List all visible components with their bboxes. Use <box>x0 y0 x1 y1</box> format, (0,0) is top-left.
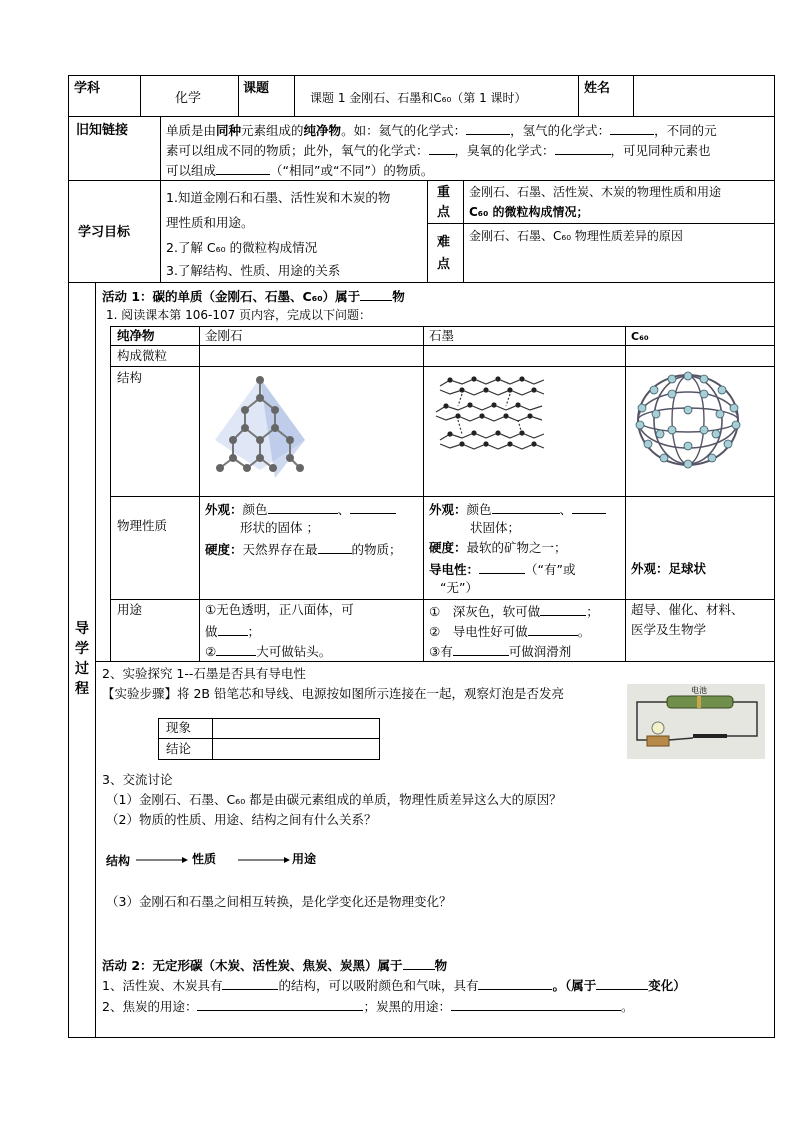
fill-blank[interactable] <box>403 958 435 970</box>
grid-line <box>427 223 775 224</box>
graphite-physical-line-5: “无”） <box>440 580 478 595</box>
goals-label: 学习目标 <box>78 225 131 240</box>
graphite-physical-line-4: 导电性： （“有”或 <box>429 562 576 577</box>
fill-blank[interactable] <box>466 123 510 135</box>
fill-blank[interactable] <box>479 562 525 574</box>
activity1-title: 活动 1：碳的单质（金刚石、石墨、C₆₀）属于 物 <box>102 289 405 304</box>
c60-use-line-1: 超导、催化、材料、 <box>631 602 744 617</box>
read-instruction: 1. 阅读课本第 106-107 页内容，完成以下问题： <box>106 308 372 322</box>
row-label-particle: 构成微粒 <box>117 348 168 363</box>
result-phenomenon-field[interactable] <box>214 720 378 737</box>
diamond-physical-line-3: 硬度：天然界存在最 的物质； <box>205 542 402 557</box>
grid-line <box>110 599 775 600</box>
row-label-use: 用途 <box>117 602 143 617</box>
graphite-physical-line-3: 硬度：最软的矿物之一； <box>429 540 567 555</box>
grid-line <box>158 759 380 760</box>
grid-line <box>95 282 96 1038</box>
fill-blank[interactable] <box>350 502 396 514</box>
fill-blank[interactable] <box>540 604 586 616</box>
flow-use: 用途 <box>292 852 317 866</box>
experiment-step: 【实验步骤】将 2B 铅笔芯和导线、电源按如图所示连接在一起，观察灯泡是否发亮 <box>102 686 564 701</box>
grid-line <box>238 75 239 117</box>
fill-blank[interactable] <box>429 143 455 155</box>
key-point-label-2: 点 <box>437 205 451 220</box>
grid-line <box>625 326 626 662</box>
grid-line <box>110 496 775 497</box>
fill-blank[interactable] <box>453 644 509 656</box>
fill-blank[interactable] <box>478 978 552 990</box>
diamond-use-line-1: ①无色透明，正八面体，可 <box>205 602 354 617</box>
process-label-char: 过 <box>75 661 89 677</box>
grid-line <box>110 345 775 346</box>
activity2-title: 活动 2：无定形碳（木炭、活性炭、焦炭、炭黑）属于 物 <box>102 958 448 973</box>
fill-blank[interactable] <box>596 978 648 990</box>
grid-line <box>294 75 295 117</box>
grid-line <box>633 75 634 117</box>
graphite-structure-image <box>432 372 552 467</box>
grid-line <box>160 180 161 283</box>
fill-blank[interactable] <box>610 123 654 135</box>
col-header-substance: 纯净物 <box>117 328 155 343</box>
discussion-title: 3、交流讨论 <box>102 772 173 787</box>
fill-blank[interactable] <box>268 502 338 514</box>
fill-blank[interactable] <box>492 502 560 514</box>
graphite-physical-line-1: 外观：颜色 、 <box>429 502 606 517</box>
c60-use-line-2: 医学及生物学 <box>631 622 707 637</box>
grid-line <box>68 180 775 181</box>
flow-property: 性质 <box>192 852 217 866</box>
grid-line <box>427 180 428 283</box>
fill-blank[interactable] <box>222 978 278 990</box>
graphite-use-line-2: ② 导电性好可做 。 <box>429 624 591 639</box>
goal-item-1: 1.知道金刚石和石墨、活性炭和木炭的物 <box>166 190 391 205</box>
fill-blank[interactable] <box>216 644 256 656</box>
table-border <box>68 75 69 1038</box>
grid-line <box>95 661 775 662</box>
grid-line <box>158 718 380 719</box>
key-point-text-2: C₆₀ 的微粒构成情况； <box>469 205 589 219</box>
fill-blank[interactable] <box>197 999 363 1011</box>
review-line-1: 单质是由同种元素组成的纯净物。如：氦气的化学式： ，氢气的化学式： ，不同的元 <box>166 123 717 138</box>
fill-blank[interactable] <box>528 624 578 636</box>
grid-line <box>68 282 775 283</box>
diamond-physical-line-2: 形状的固体 ； <box>240 520 319 535</box>
col-header-graphite: 石墨 <box>429 328 455 343</box>
fill-blank[interactable] <box>451 999 621 1011</box>
review-label: 旧知链接 <box>76 123 129 138</box>
result-conclusion-field[interactable] <box>214 740 378 758</box>
grid-line <box>68 116 775 117</box>
graphite-use-line-1: ① 深灰色，软可做 ； <box>429 604 599 619</box>
activity2-line-1: 1、活性炭、木炭具有 的结构，可以吸附颜色和气味，具有 。（属于 变化） <box>102 978 686 993</box>
diamond-use-line-2: 做 ； <box>205 624 261 639</box>
col-header-c60: C₆₀ <box>631 330 649 343</box>
fill-blank[interactable] <box>216 163 270 175</box>
name-label: 姓名 <box>584 81 611 96</box>
goal-item-3: 3.了解结构、性质、用途的关系 <box>166 263 341 278</box>
graphite-physical-line-2: 状固体； <box>470 520 521 535</box>
difficulty-label-2: 点 <box>437 257 451 272</box>
fill-blank[interactable] <box>218 624 248 636</box>
grid-line <box>140 75 141 117</box>
c60-structure-image <box>632 370 744 470</box>
key-point-label: 重 <box>437 185 451 200</box>
flow-structure: 结构 <box>106 854 131 868</box>
review-line-2: 素可以组成不同的物质；此外，氧气的化学式： ，臭氧的化学式： ，可见同种元素也 <box>166 143 711 158</box>
grid-line <box>110 326 111 662</box>
review-line-3: 可以组成 （“相同”或“不同”）的物质。 <box>166 163 434 178</box>
grid-line <box>110 326 775 327</box>
grid-line <box>212 718 213 760</box>
difficulty-label: 难 <box>437 235 451 250</box>
grid-line <box>110 366 775 367</box>
topic-value: 课题 1 金刚石、石墨和C₆₀（第 1 课时） <box>310 91 527 105</box>
circuit-experiment-image <box>627 684 765 759</box>
fill-blank[interactable] <box>318 542 352 554</box>
subject-label: 学科 <box>74 81 101 96</box>
process-label-char: 导 <box>75 621 89 637</box>
fill-blank[interactable] <box>360 289 392 301</box>
difficulty-text: 金刚石、石墨、C₆₀ 物理性质差异的原因 <box>469 229 683 243</box>
grid-line <box>158 718 159 760</box>
result-conclusion-label: 结论 <box>166 741 192 756</box>
process-label-char: 程 <box>75 681 89 697</box>
c60-physical: 外观：足球状 <box>631 561 707 576</box>
row-label-physical: 物理性质 <box>117 518 168 533</box>
graphite-use-line-3: ③有 可做润滑剂 <box>429 644 572 659</box>
diamond-physical-line-1: 外观：颜色 、 <box>205 502 396 517</box>
subject-value: 化学 <box>175 91 202 106</box>
discussion-q2: （2）物质的性质、用途、结构之间有什么关系？ <box>106 812 377 827</box>
discussion-q1: （1）金刚石、石墨、C₆₀ 都是由碳元素组成的单质，物理性质差异这么大的原因？ <box>106 792 562 807</box>
grid-line <box>160 116 161 181</box>
col-header-diamond: 金刚石 <box>205 328 243 343</box>
discussion-q3: （3）金刚石和石墨之间相互转换，是化学变化还是物理变化？ <box>106 894 452 909</box>
diamond-use-line-3: ② 大可做钻头。 <box>205 644 332 659</box>
grid-line <box>158 738 380 739</box>
name-field[interactable] <box>640 80 768 112</box>
diamond-structure-image <box>205 370 315 490</box>
goal-item-1-cont: 理性质和用途。 <box>166 215 254 230</box>
table-border <box>68 1037 775 1038</box>
process-label-char: 学 <box>75 641 89 657</box>
grid-line <box>423 326 424 662</box>
table-border <box>68 75 775 76</box>
table-border <box>774 75 775 1038</box>
experiment-title: 2、实验探究 1--石墨是否具有导电性 <box>102 666 306 681</box>
grid-line <box>578 75 579 117</box>
battery-label: 电池 <box>691 686 707 695</box>
grid-line <box>379 718 380 760</box>
grid-line <box>463 180 464 283</box>
arrow-right-icon <box>136 854 188 866</box>
result-phenomenon-label: 现象 <box>166 720 192 735</box>
row-label-structure: 结构 <box>117 370 143 385</box>
fill-blank[interactable] <box>555 143 611 155</box>
key-point-text: 金刚石、石墨、活性炭、木炭的物理性质和用途 <box>469 185 722 199</box>
arrow-right-icon <box>238 854 290 866</box>
activity2-line-2: 2、焦炭的用途： ；炭黑的用途： 。 <box>102 999 634 1014</box>
topic-label: 课题 <box>243 81 270 96</box>
goal-item-2: 2.了解 C₆₀ 的微粒构成情况 <box>166 240 318 255</box>
fill-blank[interactable] <box>572 502 606 514</box>
grid-line <box>199 326 200 662</box>
